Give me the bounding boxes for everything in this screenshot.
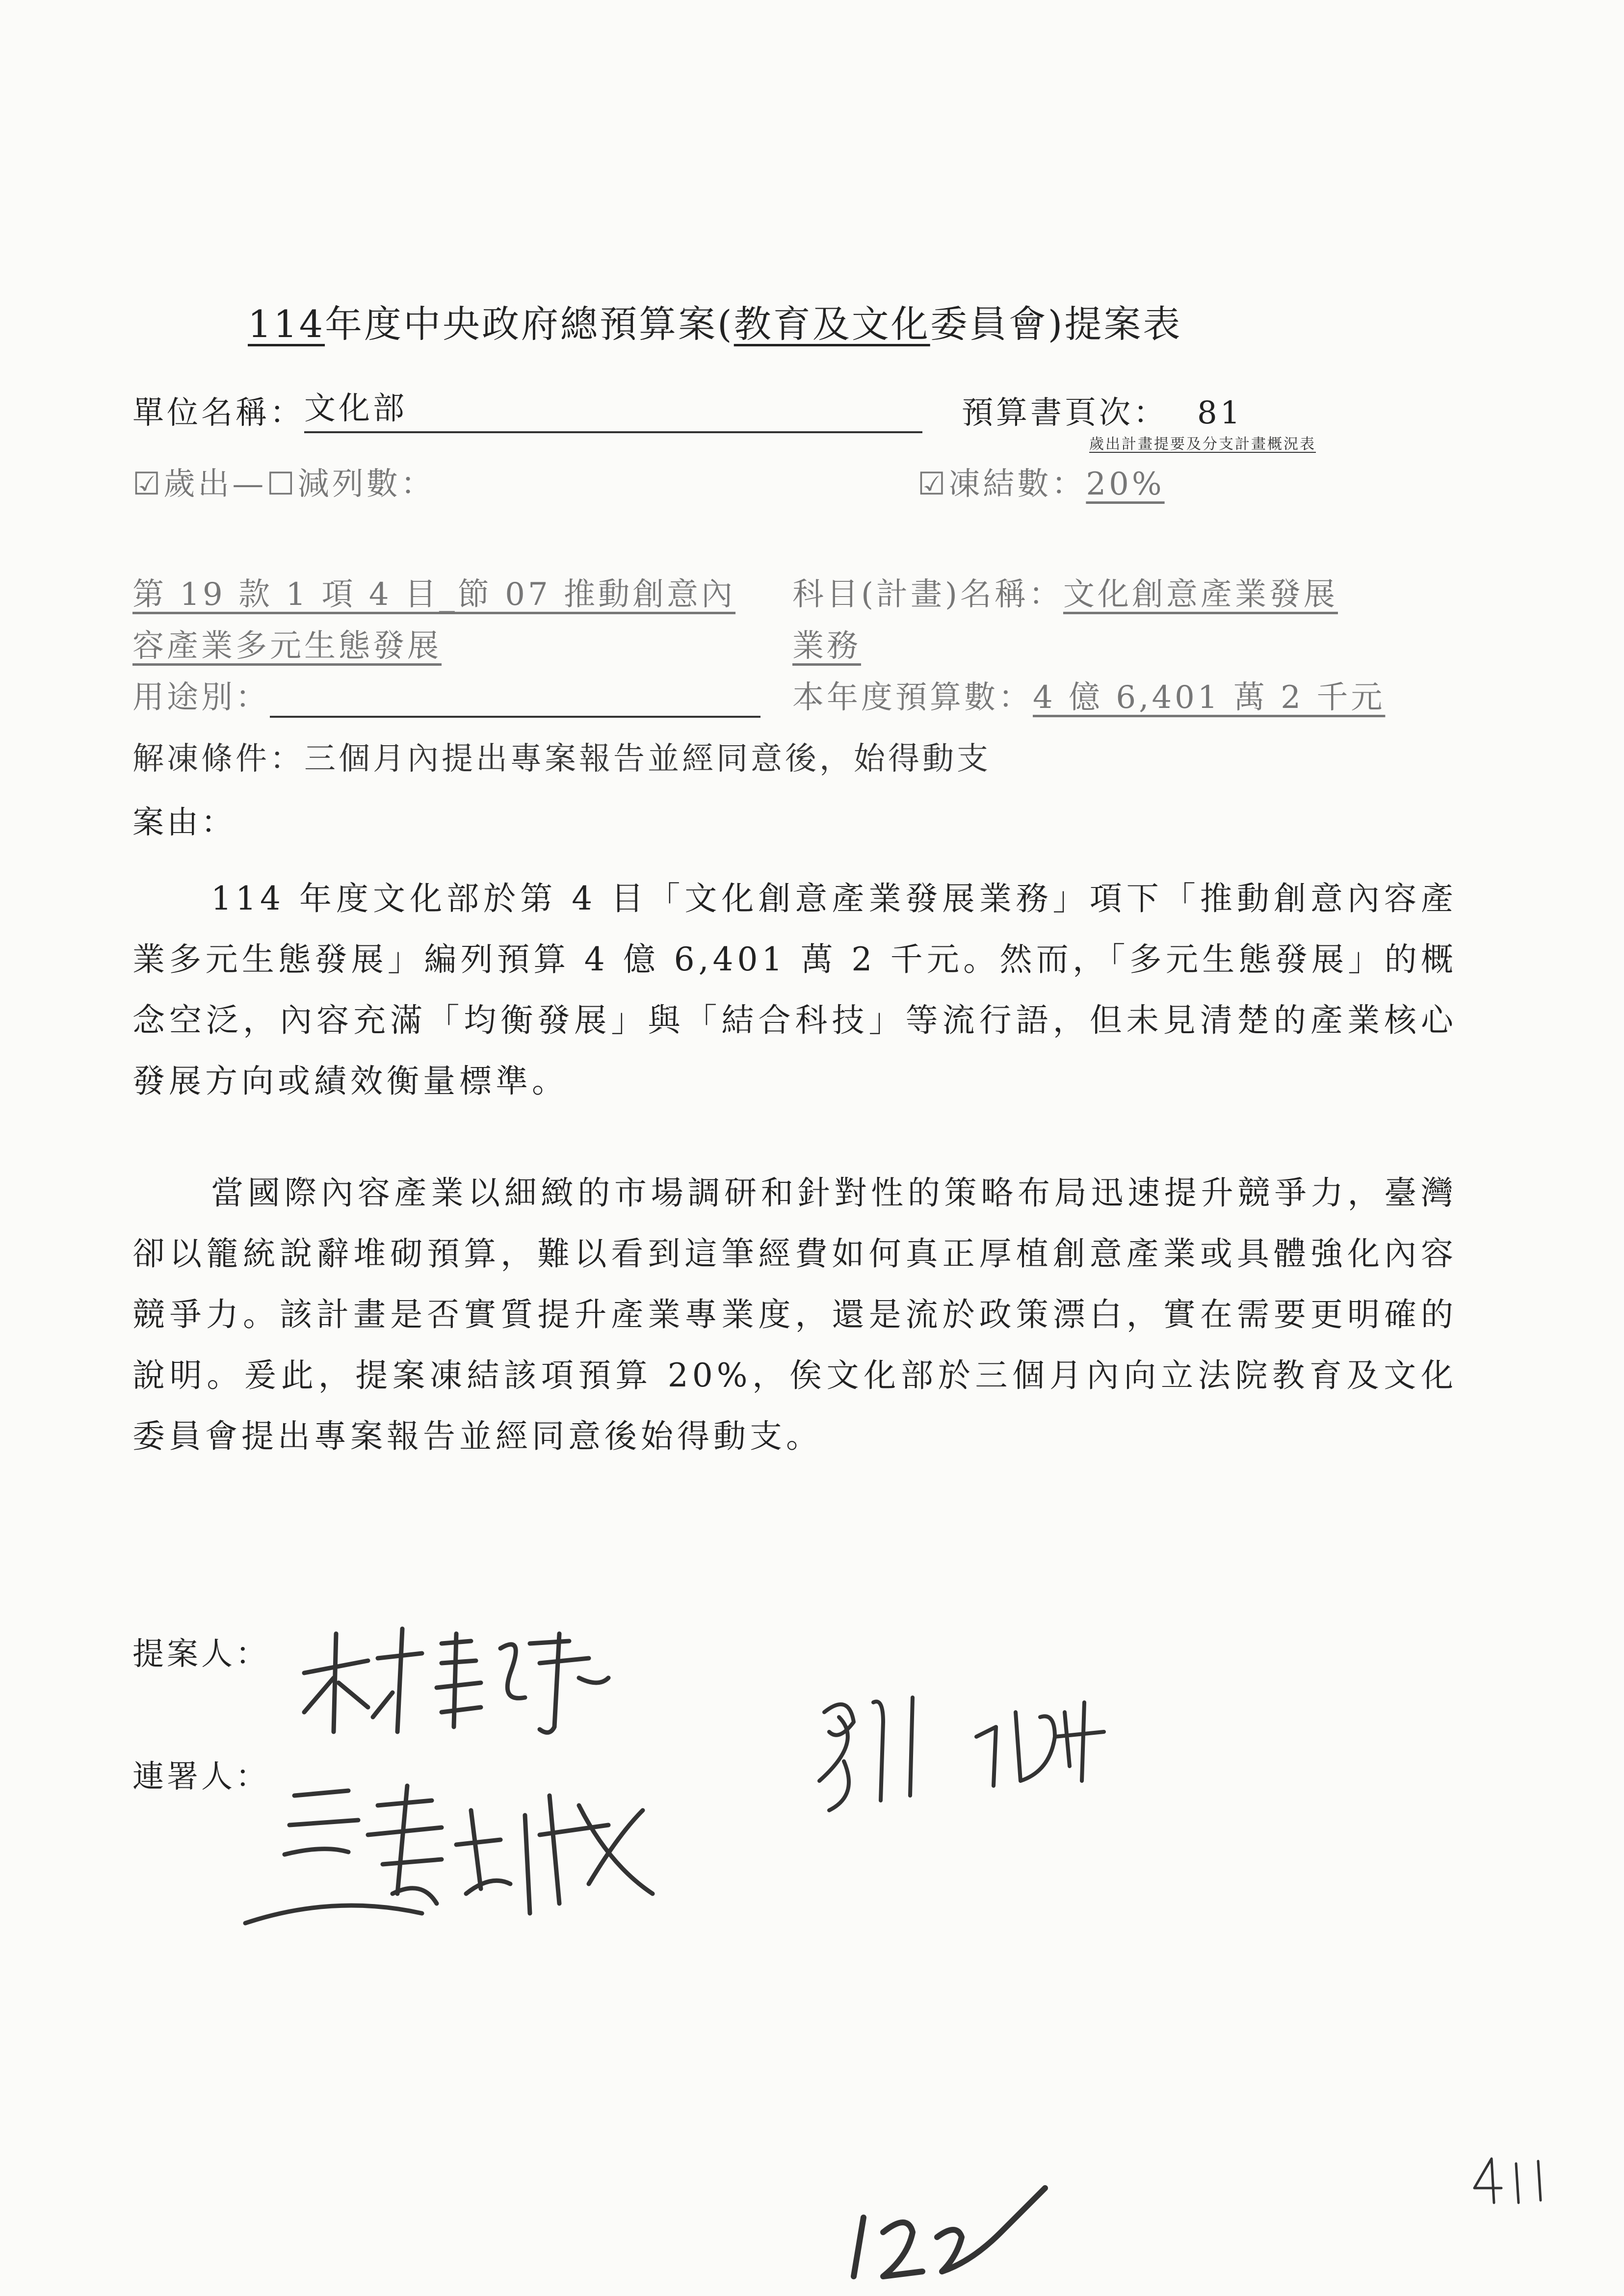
freeze-checkbox-row [917,459,1165,504]
proposer-label: 提案人： [132,1636,270,1672]
reason-paragraph-2 [132,1163,1457,1467]
title-pre: 年度中央政府總預算案( [325,302,734,346]
reason-paragraph-1 [132,868,1457,1112]
reason-label: 案由： [132,805,236,841]
usage-label: 用途別： [132,679,270,716]
title-year: 114 [248,302,325,346]
paragraph-2-text: 當國際內容產業以細緻的市場調研和針對性的策略布局迅速提升競爭力，臺灣卻以籠統說辭堆砌預算，難以看到這筆經費如何真正厚植創意產業或具體強化內容競爭力。該計畫是否實質提升產業專業度，還是流於政策漂白，實在需要更明確的說明。爰此，提案凍結該項預算 20%，俟文化部於三個月內向立法院教育及文化委員會提出專案報告並經同意後始得動支。 [132,1174,1457,1455]
section-line1-text: 第 19 款 1 項 4 目_節 07 推動創意內 [132,576,736,613]
unit-value: 文化部 [304,391,407,427]
subject-label: 科目(計畫)名稱： [792,576,1063,613]
subject-line2 [792,621,861,666]
expense-checkbox-row [132,459,435,504]
cosigner-label: 連署人： [132,1759,270,1795]
subject-value-line2: 業務 [792,628,861,664]
unit-value-line [304,391,922,433]
cosigner-signature-2 [810,1683,1124,1820]
subject-line1 [792,569,1338,614]
section-line2 [132,621,442,666]
annual-budget-value: 4 億 6,401 萬 2 千元 [1033,679,1386,716]
unit-row [132,388,922,433]
budget-page-label: 預算書頁次： [962,395,1168,431]
freeze-checkbox-label: ☑凍結數： [917,466,1086,502]
freeze-value: 20% [1086,466,1165,502]
unfreeze-condition: 解凍條件：三個月內提出專案報告並經同意後，始得動支 [132,741,991,777]
budget-page-note: 歲出計畫提要及分支計畫概況表 [1089,436,1316,453]
budget-page-row [962,388,1243,433]
proposer-signature [294,1614,618,1742]
form-title [248,294,1182,348]
title-committee: 教育及文化 [733,302,930,346]
annual-budget-row [792,672,1385,717]
paragraph-1-text: 114 年度文化部於第 4 目「文化創意產業發展業務」項下「推動創意內容產業多元生態發展」編列預算 4 億 6,401 萬 2 千元。然而，「多元生態發展」的概念空泛，內容充滿「均衡發展」與「結合科技」等流行語，但未見清楚的產業核心發展方向或績效衡量標準。 [132,880,1457,1100]
annual-budget-label: 本年度預算數： [792,679,1033,716]
budget-page-value: 81 [1197,395,1243,431]
cosigner-signature-1 [236,1766,657,1972]
handwritten-page-number [1467,2154,1555,2213]
expense-checkbox-label: ☑歲出—☐減列數： [132,466,435,502]
title-post: 委員會)提案表 [930,302,1182,346]
unit-label: 單位名稱： [132,395,304,431]
section-line2-text: 容產業多元生態發展 [132,628,442,664]
handwritten-bottom-number [844,2178,1055,2291]
usage-row [132,672,760,718]
usage-blank-line [270,679,760,718]
section-line1 [132,569,735,614]
subject-value-line1: 文化創意產業發展 [1063,576,1338,613]
